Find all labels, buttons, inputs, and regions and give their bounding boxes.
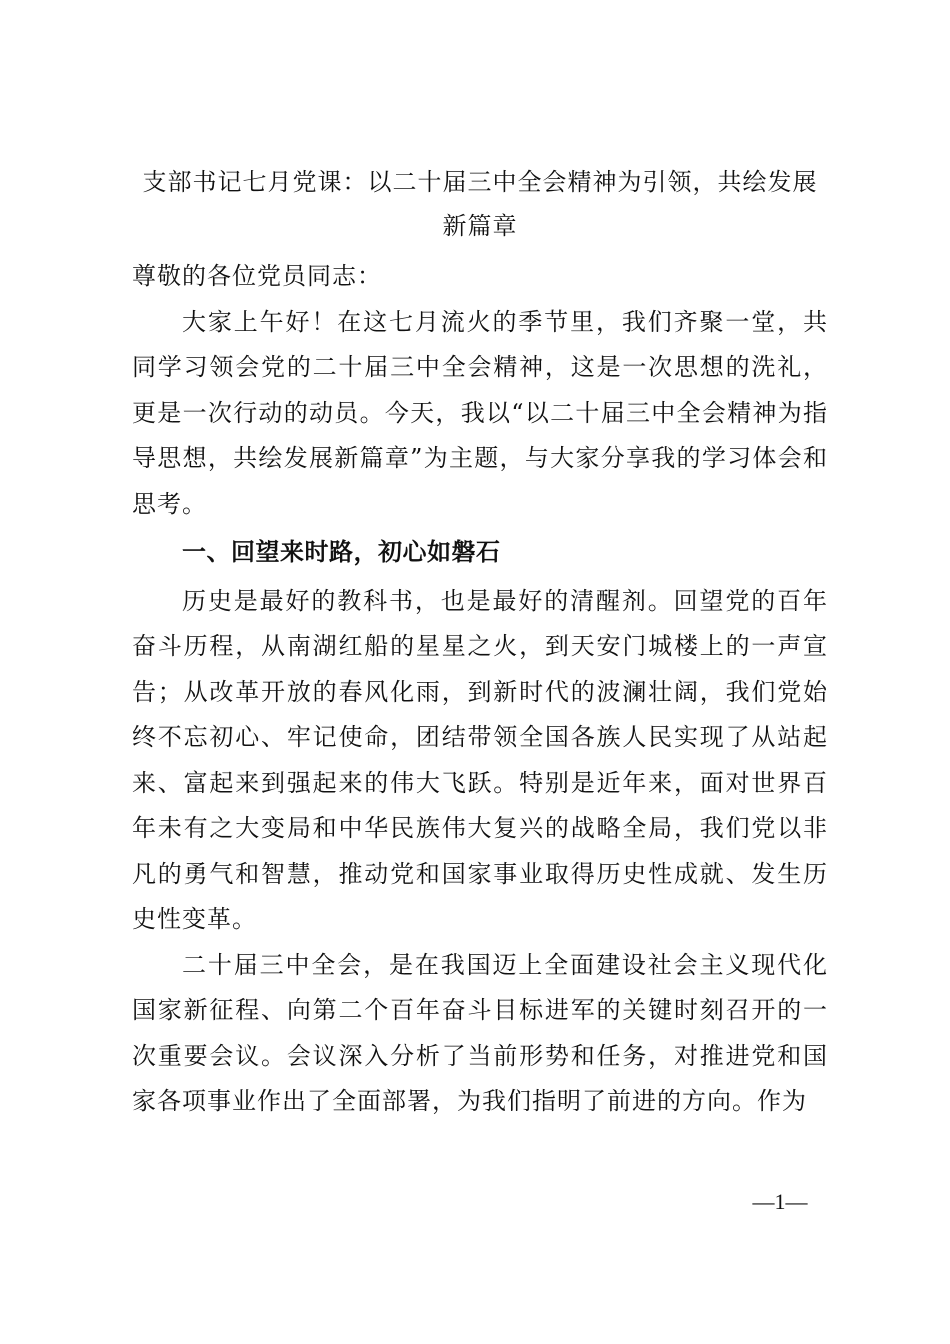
paragraph-plenum: 二十届三中全会，是在我国迈上全面建设社会主义现代化国家新征程、向第二个百年奋斗目标进军的关键时刻召开的一次重要会议。会议深入分析了当前形势和任务，对推进党和国家各项事业作出了全面部署，为我们指明了前进的方向。作为: [132, 950, 828, 1115]
document-body: [132, 254, 828, 1125]
section-heading-1: 一、回望来时路，初心如磐石: [182, 538, 501, 566]
document-title: [132, 160, 828, 248]
salutation: 尊敬的各位党员同志：: [132, 262, 382, 290]
paragraph-history: 历史是最好的教科书，也是最好的清醒剂。回望党的百年奋斗历程，从南湖红船的星星之火，到天安门城楼上的一声宣告；从改革开放的春风化雨，到新时代的波澜壮阔，我们党始终不忘初心、牢记使命，团结带领全国各族人民实现了从站起来、富起来到强起来的伟大飞跃。特别是近年来，面对世界百年未有之大变局和中华民族伟大复兴的战略全局，我们党以非凡的勇气和智慧，推动党和国家事业取得历史性成就、发生历史性变革。: [132, 586, 828, 933]
page-number: —1—: [752, 1189, 808, 1214]
title-line-1: 支部书记七月党课：以二十届三中全会精神为引领，共绘发展: [142, 168, 818, 196]
title-line-2: 新篇章: [442, 212, 518, 240]
paragraph-intro: 大家上午好！在这七月流火的季节里，我们齐聚一堂，共同学习领会党的二十届三中全会精神，这是一次思想的洗礼，更是一次行动的动员。今天，我以“以二十届三中全会精神为指导思想，共绘发展新篇章”为主题，与大家分享我的学习体会和思考。: [132, 307, 828, 518]
